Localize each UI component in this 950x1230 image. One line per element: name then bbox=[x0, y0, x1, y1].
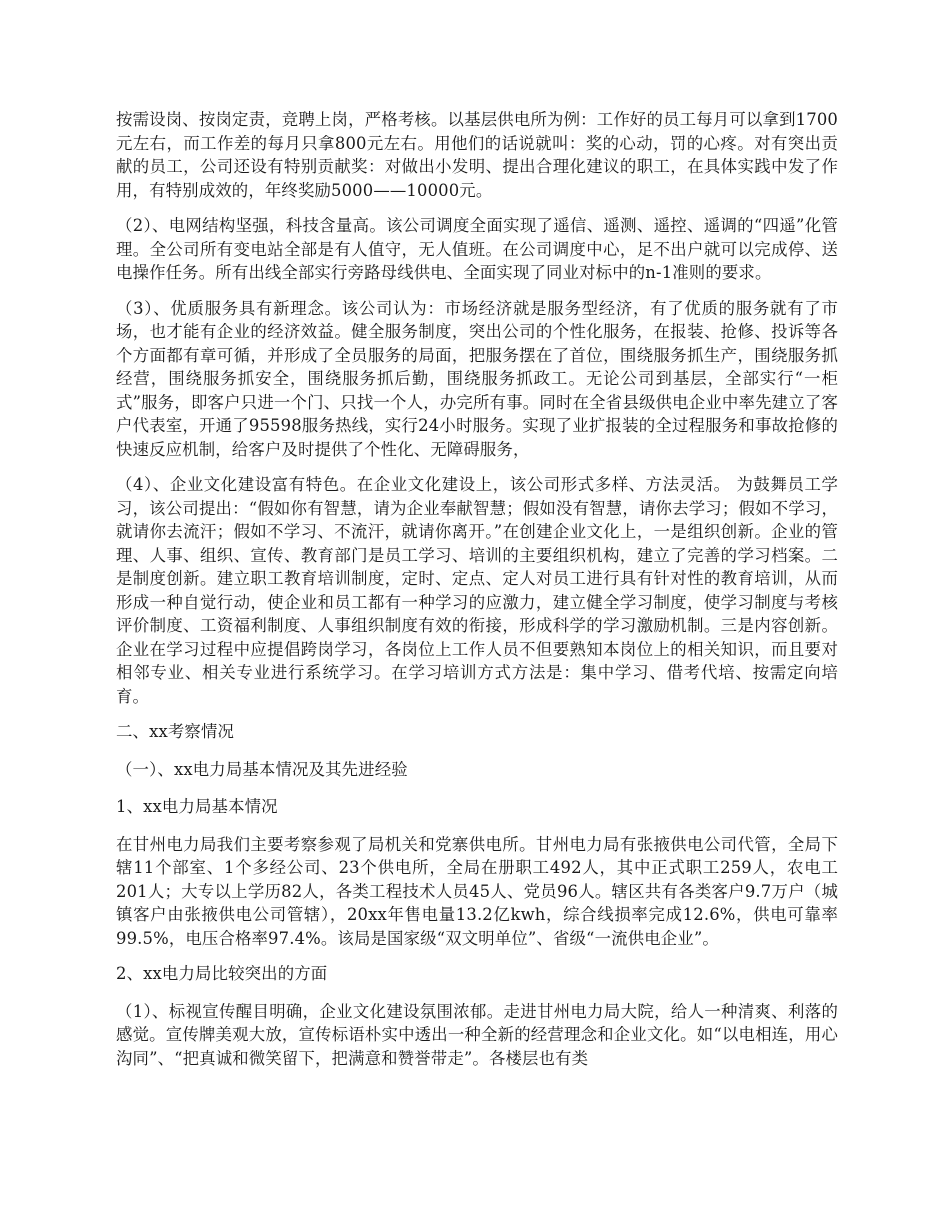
paragraph-grid-structure: （2）、电网结构坚强，科技含量高。该公司调度全面实现了遥信、遥测、遥控、遥调的“四遥”化管理。全公司所有变电站全部是有人值守，无人值班。在公司调度中心，足不出户就可以完成停、送电操作任务。所有出线全部实行旁路母线供电、全面实现了同业对标中的n-1准则的要求。 bbox=[116, 216, 838, 282]
paragraph-publicity: （1）、标视宣传醒目明确，企业文化建设氛围浓郁。走进甘州电力局大院，给人一种清爽、利落的感觉。宣传牌美观大放，宣传标语朴实中透出一种全新的经营理念和企业文化。如“以电相连，用心沟同”、“把真诚和微笑留下，把满意和赞誉带走”。各楼层也有类 bbox=[116, 1001, 838, 1068]
paragraph-job-assessment: 按需设岗、按岗定责，竞聘上岗，严格考核。以基层供电所为例：工作好的员工每月可以拿到1700元左右，而工作差的每月只拿800元左右。用他们的话说就叫：奖的心动，罚的心疼。对有突出贡献的员工，公司还设有特别贡献奖：对做出小发明、提出合理化建议的职工，在具体实践中发了作用，有特别成效的，年终奖励5000——10000元。 bbox=[116, 110, 838, 200]
paragraph-basic-info: 在甘州电力局我们主要考察参观了局机关和党寨供电所。甘州电力局有张掖供电公司代管，全局下辖11个部室、1个多经公司、23个供电所，全局在册职工492人，其中正式职工259人，农电工201人；大专以上学历82人，各类工程技术人员45人、党员96人。辖区共有各类客户9.7万户（城镇客户由张掖供电公司管辖），20xx年售电量13.2亿kwh，综合线损率完成12.6%，供电可靠率99.5%，电压合格率97.4%。该局是国家级“双文明单位”、省级“一流供电企业”。 bbox=[116, 834, 838, 948]
item-heading-basic-info: 1、xx电力局基本情况 bbox=[116, 797, 278, 816]
document-body bbox=[116, 108, 838, 1082]
subsection-heading: （一）、xx电力局基本情况及其先进经验 bbox=[116, 759, 408, 779]
section-heading: 二、xx考察情况 bbox=[116, 722, 235, 741]
paragraph-corporate-culture: （4）、企业文化建设富有特色。在企业文化建设上，该公司形式多样、方法灵活。 为鼓舞员工学习，该公司提出：“假如你有智慧，请为企业奉献智慧；假如没有智慧，请你去学习；假如不学习，就请你去流汗；假如不学习、不流汗，就请你离开。”在创建企业文化上，一是组织创新。企业的管理、人事、组织、宣传、教育部门是员工学习、培训的主要组织机构，建立了完善的学习档案。二是制度创新。建立职工教育培训制度，定时、定点、定人对员工进行具有针对性的教育培训，从而形成一种自觉行动，使企业和员工都有一种学习的应激力，建立健全学习制度，使学习制度与考核评价制度、工资福利制度、人事组织制度有效的衔接，形成科学的学习激励机制。三是内容创新。企业在学习过程中应提倡跨岗学习，各岗位上工作人员不但要熟知本岗位上的相关知识，而且要对相邻专业、相关专业进行系统学习。在学习培训方式方法是：集中学习、借考代培、按需定向培育。 bbox=[116, 475, 838, 706]
paragraph-quality-service: （3）、优质服务具有新理念。该公司认为：市场经济就是服务型经济，有了优质的服务就有了市场，也才能有企业的经济效益。健全服务制度，突出公司的个性化服务，在报装、抢修、投诉等各个方面都有章可循，并形成了全员服务的局面，把服务摆在了首位，围绕服务抓生产，围绕服务抓经营，围绕服务抓安全，围绕服务抓后勤，围绕服务抓政工。无论公司到基层，全部实行“一柜式”服务，即客户只进一个门、只找一个人，办完所有事。同时在全省县级供电企业中率先建立了客户代表室，开通了95598服务热线，实行24小时服务。实现了业扩报装的全过程服务和事故抢修的快速反应机制，给客户及时提供了个性化、无障碍服务， bbox=[116, 298, 838, 459]
item-heading-highlights: 2、xx电力局比较突出的方面 bbox=[116, 964, 328, 983]
